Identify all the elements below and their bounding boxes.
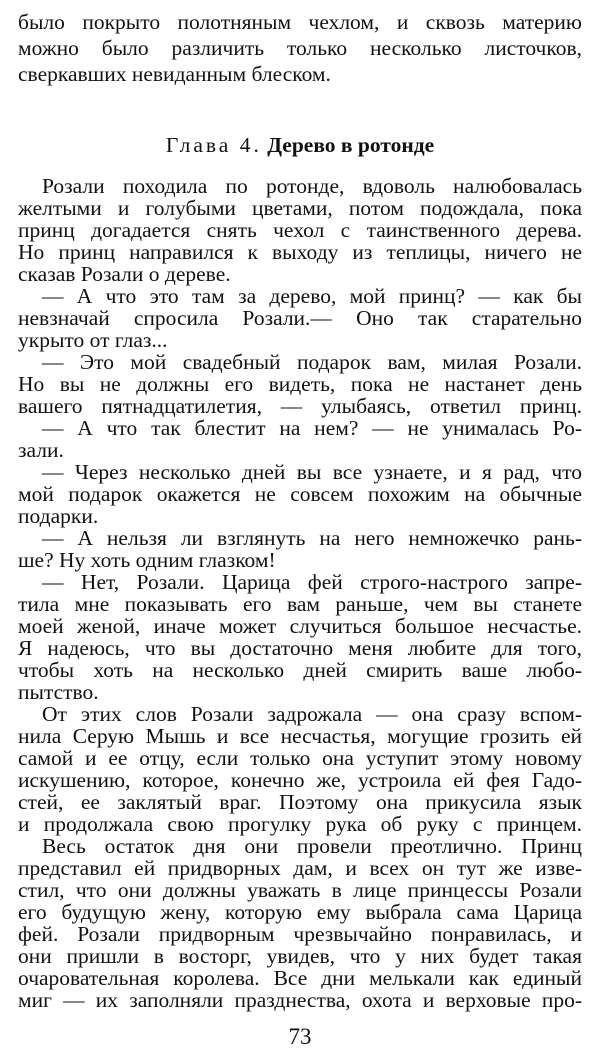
body-line: искушению, которое, конечно же, устроила ей фея Гадо- <box>18 768 582 792</box>
body-line: сказав Розали о дереве. <box>18 262 231 286</box>
body-line: Но вы не должны его видеть, пока не настанет день <box>18 372 582 396</box>
page-number: 73 <box>288 1024 312 1049</box>
book-page <box>18 8 582 1052</box>
body-line: От этих слов Розали задрожала — она сразу вспом- <box>42 702 582 726</box>
body-line: нила Серую Мышь и все несчастья, могущие грозить ей <box>18 724 582 748</box>
body-line: зали. <box>18 438 64 462</box>
body-line: стей, ее заклятый враг. Поэтому она прикусила язык <box>18 790 582 814</box>
body-line: миг — их заполняли празднества, охота и верховые про- <box>18 988 582 1012</box>
body-line: подарки. <box>18 504 99 528</box>
body-line: — Нет, Розали. Царица фей строго-настрого запре- <box>42 570 582 594</box>
body-line: моей женой, иначе может случиться большое несчастье. <box>18 614 582 638</box>
body-line: и продолжала свою прогулку рука об руку с принцем. <box>18 812 582 836</box>
chapter-label: Глава 4. <box>165 133 262 157</box>
body-line: — Через несколько дней вы все узнаете, и я рад, что <box>42 460 582 484</box>
body-line: — А что так блестит на нем? — не унималась Ро- <box>42 416 582 440</box>
body-line: Я надеюсь, что вы достаточно меня любите для того, <box>18 636 582 660</box>
body-line: ше? Ну хоть одним глазком! <box>18 548 276 572</box>
intro-line: было покрыто полотняным чехлом, и сквозь материю <box>18 10 582 34</box>
body-line: Весь остаток дня они провели преотлично. Принц <box>42 834 582 858</box>
body-line: тила мне показывать его вам раньше, чем вы станете <box>18 592 582 616</box>
body-line: они пришли в восторг, увидев, что у них будет такая <box>18 944 582 968</box>
body-line: фей. Розали придворным чрезвычайно понравилась, и <box>18 922 582 946</box>
body-line: принц догадается снять чехол с таинственного дерева. <box>18 218 582 242</box>
intro-line: можно было различить только несколько листочков, <box>18 36 582 60</box>
body-line: вашего пятнадцатилетия, — улыбаясь, ответил принц. <box>18 394 582 418</box>
body-line: самой и ее отцу, если только она уступит этому новому <box>18 746 582 770</box>
body-line: очаровательная королева. Все дни мелькали как единый <box>18 966 582 990</box>
body-line: пытство. <box>18 680 99 704</box>
chapter-title: Дерево в ротонде <box>267 133 435 157</box>
body-line: — Это мой свадебный подарок вам, милая Розали. <box>42 350 582 374</box>
body-line: — А нельзя ли взглянуть на него немножечко рань- <box>42 526 582 550</box>
body-line: чтобы хоть на несколько дней смирить ваше любо- <box>18 658 582 682</box>
body-line: мой подарок окажется не совсем похожим на обычные <box>18 482 582 506</box>
body-line: Но принц направился к выходу из теплицы, ничего не <box>18 240 582 264</box>
body-line: невзначай спросила Розали.— Оно так старательно <box>18 306 582 330</box>
chapter-heading <box>18 130 582 160</box>
body-line: его будущую жену, которую ему выбрала сама Царица <box>18 900 582 924</box>
body-line: представил ей придворных дам, и всех он тут же изве- <box>18 856 582 880</box>
body-line: стил, что они должны уважать в лице принцессы Розали <box>18 878 582 902</box>
body-line: укрыто от глаз... <box>18 328 168 352</box>
body-line: желтыми и голубыми цветами, потом подождала, пока <box>18 196 582 220</box>
body-line: Розали походила по ротонде, вдоволь налюбовалась <box>42 174 582 198</box>
intro-line: сверкавших невиданным блеском. <box>18 62 331 86</box>
body-line: — А что это там за дерево, мой принц? — как бы <box>42 284 582 308</box>
